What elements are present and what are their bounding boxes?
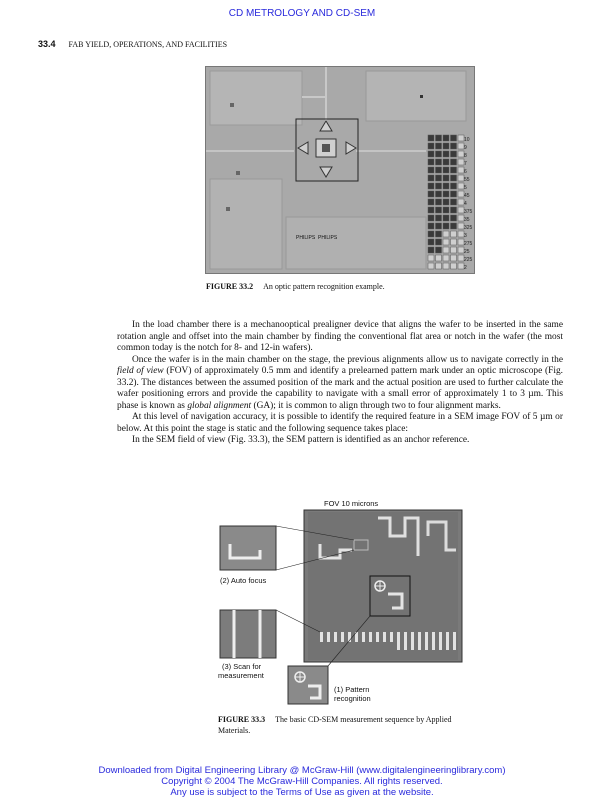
grid-cell — [443, 167, 449, 173]
grid-number: 25 — [464, 249, 470, 255]
grid-cell — [428, 151, 434, 157]
figure-33-2-caption — [206, 281, 385, 292]
grid-cell — [428, 143, 434, 149]
grid-number: 4 — [464, 201, 467, 207]
term-field-of-view: field of view — [117, 366, 164, 376]
comb-line — [404, 632, 407, 650]
grid-number: 9 — [464, 145, 467, 151]
step-scan-line1: (3) Scan for — [222, 662, 262, 671]
grid-cell — [436, 159, 442, 165]
footer-terms-line: Any use is subject to the Terms of Use as given at the website. — [170, 787, 434, 798]
grid-number: 375 — [464, 209, 473, 215]
grid-cell — [443, 135, 449, 141]
grid-cell — [436, 215, 442, 221]
figure-33-2-caption-text: An optic pattern recognition example. — [263, 282, 385, 291]
grid-number: 3 — [464, 233, 467, 239]
grid-cell — [451, 135, 457, 141]
grid-cell — [436, 247, 442, 253]
grid-cell — [443, 183, 449, 189]
grid-cell — [451, 207, 457, 213]
paragraph-1: In the load chamber there is a mechanooptical prealigner device that aligns the wafer to be inserted in the same rotation angle and offset into the main chamber by finding the conventional flat area or notch in the wafer (the most common today is the notch for 8- and 12-in wafers). — [117, 320, 563, 353]
grid-cell — [436, 151, 442, 157]
grid-number: 35 — [464, 217, 470, 223]
grid-cell — [451, 263, 457, 269]
grid-cell — [428, 255, 434, 261]
grid-number: 45 — [464, 193, 470, 199]
comb-line — [362, 632, 365, 642]
grid-cell — [451, 231, 457, 237]
comb-line — [439, 632, 442, 650]
comb-line — [341, 632, 344, 642]
grid-cell — [436, 167, 442, 173]
grid-cell — [451, 199, 457, 205]
chip-label-1: PHILIPS — [296, 235, 316, 241]
optic-micrograph — [206, 67, 474, 273]
grid-number: 325 — [464, 225, 473, 231]
grid-cell — [436, 263, 442, 269]
step-pattern-line2: recognition — [334, 694, 371, 703]
paragraph-2: Once the wafer is in the main chamber on the stage, the previous alignments allow us to navigate correctly in the field of view (FOV) of approximately 0.5 mm and identify a prelearned pattern mark under an optic microscope (Fig. 33.2). The distances between the assumed position of the mark and the actual position are used to further calculate the wafer positioning errors and provide the capability to navigate with a small error of approximately 1 to 3 µm. This phase is known as global alignment (GA); it is common to align through two to four alignment marks. — [117, 354, 563, 411]
grid-cell — [436, 191, 442, 197]
grid-cell — [428, 159, 434, 165]
test-structure-grid — [428, 135, 464, 269]
grid-number: 7 — [464, 161, 467, 167]
grid-cell — [443, 247, 449, 253]
grid-cell — [436, 231, 442, 237]
grid-cell — [451, 191, 457, 197]
grid-number: 10 — [464, 137, 470, 143]
grid-cell — [428, 135, 434, 141]
grid-cell — [451, 255, 457, 261]
footer-download-line: Downloaded from Digital Engineering Library @ McGraw-Hill (www.digitalengineeringlibrary.com) — [98, 765, 506, 776]
running-header: CD METROLOGY AND CD-SEM — [228, 8, 376, 19]
comb-line — [369, 632, 372, 642]
figure-33-3-caption — [218, 714, 478, 736]
figure-33-3-caption-text: The basic CD-SEM measurement sequence by Applied Materials. — [218, 715, 452, 735]
comb-line — [418, 632, 421, 650]
grid-cell — [436, 183, 442, 189]
grid-cell — [436, 143, 442, 149]
grid-cell — [451, 247, 457, 253]
grid-cell — [436, 207, 442, 213]
grid-cell — [443, 255, 449, 261]
comb-line — [446, 632, 449, 650]
grid-number: 225 — [464, 257, 473, 263]
grid-cell — [428, 199, 434, 205]
page-meta — [38, 39, 227, 49]
grid-cell — [451, 151, 457, 157]
comb-line — [397, 632, 400, 650]
comb-line — [376, 632, 379, 642]
autofocus-inset — [220, 526, 276, 570]
page-number: 33.4 — [38, 39, 56, 49]
comb-line — [432, 632, 435, 650]
step-scan-line2: measurement — [218, 671, 264, 680]
comb-line — [327, 632, 330, 642]
grid-cell — [428, 231, 434, 237]
grid-number: 8 — [464, 153, 467, 159]
grid-cell — [443, 207, 449, 213]
grid-cell — [451, 215, 457, 221]
grid-cell — [443, 215, 449, 221]
section-title: FAB YIELD, OPERATIONS, AND FACILITIES — [68, 40, 228, 49]
grid-cell — [451, 159, 457, 165]
grid-cell — [451, 223, 457, 229]
grid-cell — [443, 159, 449, 165]
grid-cell — [443, 175, 449, 181]
fov-label: FOV 10 microns — [324, 499, 379, 508]
comb-line — [390, 632, 393, 642]
grid-cell — [436, 199, 442, 205]
grid-cell — [436, 223, 442, 229]
grid-cell — [436, 135, 442, 141]
grid-cell — [443, 199, 449, 205]
grid-cell — [443, 191, 449, 197]
comb-line — [334, 632, 337, 642]
grid-cell — [436, 255, 442, 261]
figure-33-3-image — [200, 496, 470, 706]
comb-line — [411, 632, 414, 650]
chip-label-2: PHILIPS — [318, 235, 338, 241]
step-autofocus: (2) Auto focus — [220, 576, 267, 585]
scan-inset — [220, 610, 276, 658]
footer-copyright-line: Copyright © 2004 The McGraw-Hill Companies. All rights reserved. — [161, 776, 443, 787]
grid-cell — [428, 207, 434, 213]
figure-33-2-image — [205, 66, 475, 274]
grid-cell — [428, 215, 434, 221]
grid-cell — [443, 263, 449, 269]
grid-cell — [443, 223, 449, 229]
grid-number: 5 — [464, 185, 467, 191]
grid-cell — [451, 143, 457, 149]
grid-cell — [443, 231, 449, 237]
figure-33-2-label: FIGURE 33.2 — [206, 282, 254, 291]
figure-33-3-label: FIGURE 33.3 — [218, 715, 266, 724]
grid-cell — [428, 223, 434, 229]
grid-cell — [443, 151, 449, 157]
grid-cell — [428, 239, 434, 245]
paragraph-3: At this level of navigation accuracy, it is possible to identify the required feature in a SEM image FOV of 5 µm or below. At this point the stage is static and the following sequence takes place: — [117, 412, 563, 434]
body-text — [117, 320, 563, 447]
comb-line — [320, 632, 323, 642]
grid-cell — [428, 175, 434, 181]
grid-cell — [451, 239, 457, 245]
grid-cell — [443, 143, 449, 149]
grid-number: 6 — [464, 169, 467, 175]
grid-cell — [436, 175, 442, 181]
grid-cell — [428, 263, 434, 269]
grid-number: 2 — [464, 265, 467, 271]
grid-cell — [428, 191, 434, 197]
grid-number: 275 — [464, 241, 473, 247]
term-global-alignment: global alignment — [187, 400, 252, 411]
grid-cell — [451, 167, 457, 173]
grid-cell — [436, 239, 442, 245]
grid-cell — [428, 167, 434, 173]
comb-line — [425, 632, 428, 650]
paragraph-4: In the SEM field of view (Fig. 33.3), the SEM pattern is identified as an anchor reference. — [132, 435, 470, 445]
sem-sequence-diagram — [200, 496, 470, 706]
comb-line — [453, 632, 456, 650]
grid-cell — [451, 183, 457, 189]
grid-cell — [428, 183, 434, 189]
step-pattern-line1: (1) Pattern — [334, 685, 370, 694]
grid-number: 55 — [464, 177, 470, 183]
grid-cell — [443, 239, 449, 245]
grid-cell — [428, 247, 434, 253]
comb-line — [383, 632, 386, 642]
grid-cell — [451, 175, 457, 181]
